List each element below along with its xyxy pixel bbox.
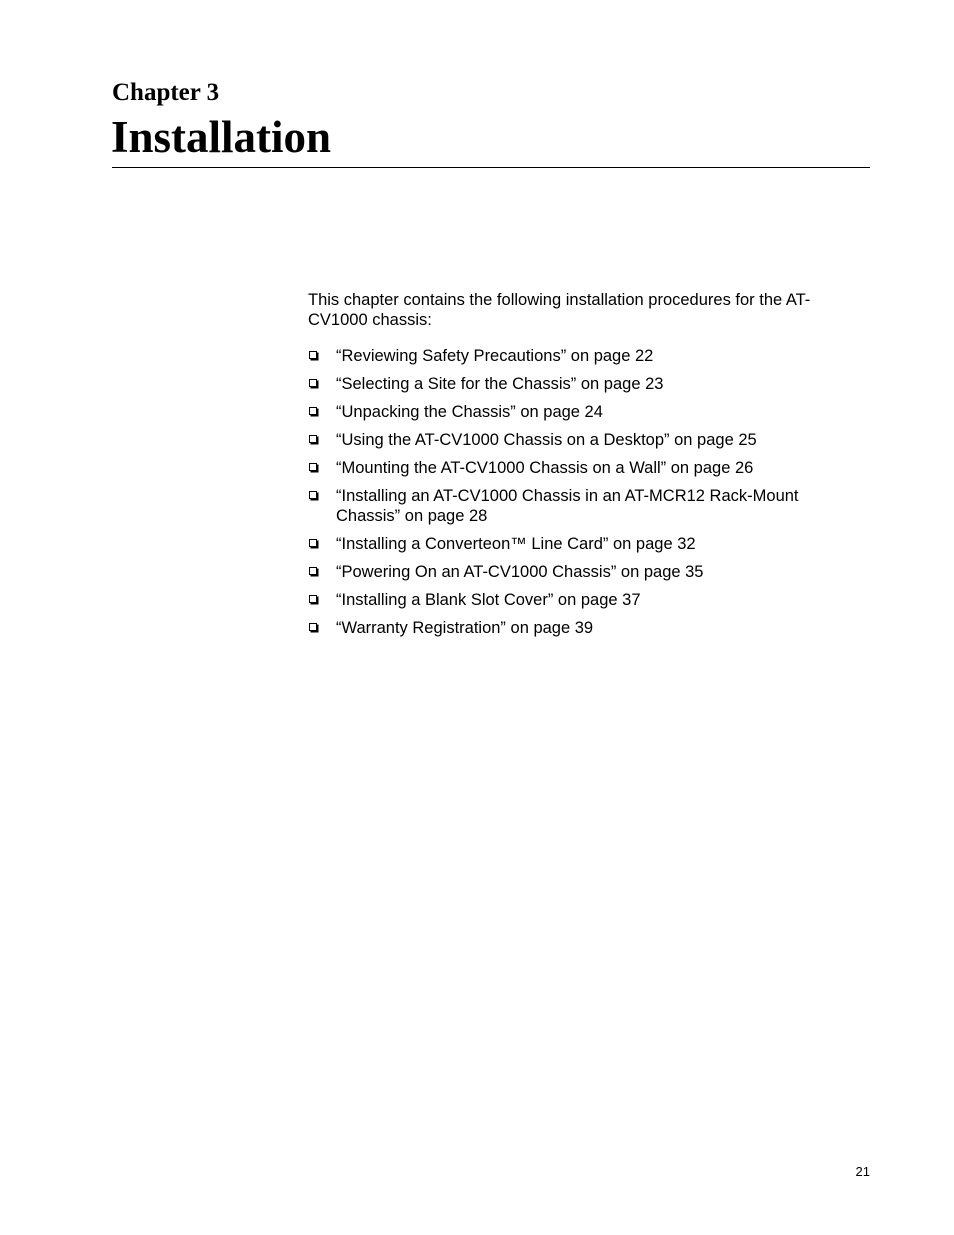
checkbox-square-icon bbox=[309, 351, 317, 359]
checkbox-square-icon bbox=[309, 539, 317, 547]
checkbox-square-icon bbox=[309, 595, 317, 603]
title-divider bbox=[112, 167, 870, 168]
checkbox-square-icon bbox=[309, 435, 317, 443]
checkbox-square-icon bbox=[309, 491, 317, 499]
checkbox-square-icon bbox=[309, 623, 317, 631]
chapter-title: Installation bbox=[111, 112, 332, 162]
checkbox-square-icon bbox=[309, 567, 317, 575]
list-item-text: “Using the AT-CV1000 Chassis on a Desktop” on page 25 bbox=[336, 431, 757, 449]
list-item bbox=[308, 430, 838, 450]
chapter-label: Chapter 3 bbox=[112, 79, 220, 106]
checkbox-square-icon bbox=[309, 379, 317, 387]
procedure-list bbox=[308, 346, 838, 638]
list-item bbox=[308, 486, 838, 526]
list-item bbox=[308, 590, 838, 610]
intro-paragraph: This chapter contains the following installation procedures for the AT-CV1000 chassis: bbox=[308, 291, 811, 329]
checkbox-square-icon bbox=[309, 407, 317, 415]
list-item bbox=[308, 346, 838, 366]
list-item bbox=[308, 618, 838, 638]
list-item-text: “Selecting a Site for the Chassis” on page 23 bbox=[336, 375, 664, 393]
list-item-text: “Installing a Converteon™ Line Card” on page 32 bbox=[336, 535, 696, 553]
checkbox-square-icon bbox=[309, 463, 317, 471]
list-item bbox=[308, 534, 838, 554]
page-number: 21 bbox=[855, 1164, 870, 1179]
list-item bbox=[308, 374, 838, 394]
list-item-text: “Unpacking the Chassis” on page 24 bbox=[336, 403, 603, 421]
list-item bbox=[308, 458, 838, 478]
list-item bbox=[308, 402, 838, 422]
chapter-intro-block bbox=[308, 290, 838, 646]
list-item-text: “Installing an AT-CV1000 Chassis in an AT-MCR12 Rack-Mount Chassis” on page 28 bbox=[336, 487, 799, 525]
list-item bbox=[308, 562, 838, 582]
list-item-text: “Reviewing Safety Precautions” on page 22 bbox=[336, 347, 654, 365]
list-item-text: “Warranty Registration” on page 39 bbox=[336, 619, 594, 637]
list-item-text: “Mounting the AT-CV1000 Chassis on a Wall” on page 26 bbox=[336, 459, 754, 477]
list-item-text: “Installing a Blank Slot Cover” on page 37 bbox=[336, 591, 641, 609]
list-item-text: “Powering On an AT-CV1000 Chassis” on page 35 bbox=[336, 563, 704, 581]
